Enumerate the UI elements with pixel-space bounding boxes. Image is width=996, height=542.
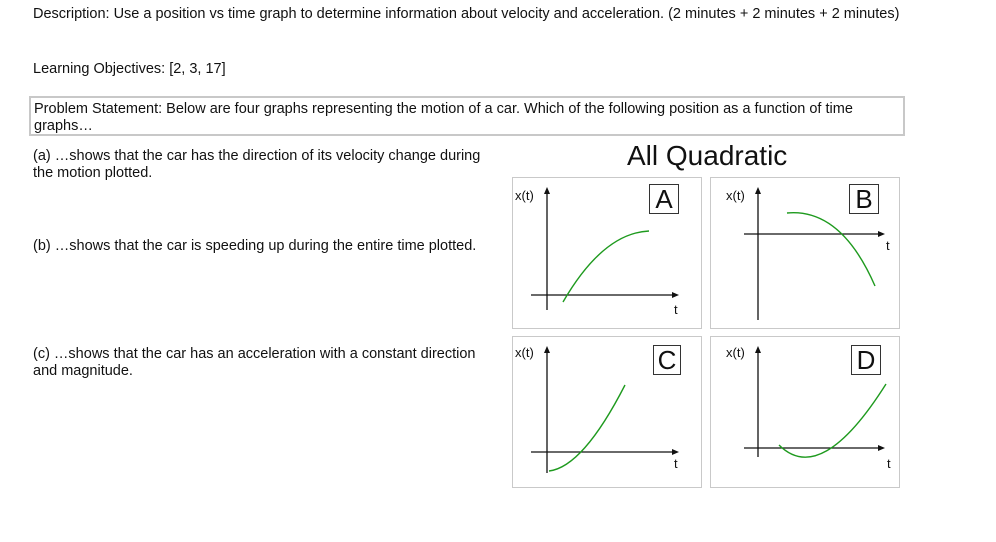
graph-a-y-arrow: [544, 187, 550, 194]
graph-panel-b: [710, 177, 900, 329]
graph-b-y-arrow: [755, 187, 761, 194]
graph-panel-d: [710, 336, 900, 488]
part-c-text: (c) …shows that the car has an acceleration with a constant direction and magnitude.: [33, 346, 476, 379]
graph-c-letter: C: [653, 345, 681, 375]
graph-panel-c: [512, 336, 702, 488]
graph-b-x-arrow: [878, 231, 885, 237]
graph-c-y-arrow: [544, 346, 550, 353]
graph-c-x-label: t: [674, 456, 678, 471]
graphs-title: All Quadratic: [627, 140, 788, 171]
problem-statement-text: Problem Statement: Below are four graphs representing the motion of a car. Which of the following position as a function of time graphs…: [34, 101, 853, 134]
graph-a-curve: [563, 231, 649, 302]
graph-c-x-arrow: [672, 449, 679, 455]
graph-d-x-arrow: [878, 445, 885, 451]
problem-statement-box: [29, 96, 905, 136]
description-text: Description: Use a position vs time graph to determine information about velocity and acceleration. (2 minutes + 2 minutes + 2 minutes): [33, 6, 900, 22]
graph-b-letter: B: [849, 184, 879, 214]
graph-d-curve: [779, 384, 886, 457]
graph-panel-a: [512, 177, 702, 329]
graph-a-letter: A: [649, 184, 679, 214]
graph-c-y-label: x(t): [515, 345, 534, 360]
graph-b-x-label: t: [886, 238, 890, 253]
part-b-text: (b) …shows that the car is speeding up during the entire time plotted.: [33, 238, 477, 254]
graph-b-y-label: x(t): [726, 188, 745, 203]
graph-d-x-label: t: [887, 456, 891, 471]
part-a-text: (a) …shows that the car has the direction of its velocity change during the motion plotted.: [33, 148, 481, 181]
graph-d-y-arrow: [755, 346, 761, 353]
graph-c-curve: [549, 385, 625, 471]
graph-d-y-label: x(t): [726, 345, 745, 360]
graph-d-letter: D: [851, 345, 881, 375]
graph-a-x-arrow: [672, 292, 679, 298]
graph-b-curve: [787, 213, 875, 286]
learning-objectives-text: Learning Objectives: [2, 3, 17]: [33, 61, 226, 77]
graph-a-y-label: x(t): [515, 188, 534, 203]
graph-a-x-label: t: [674, 302, 678, 317]
